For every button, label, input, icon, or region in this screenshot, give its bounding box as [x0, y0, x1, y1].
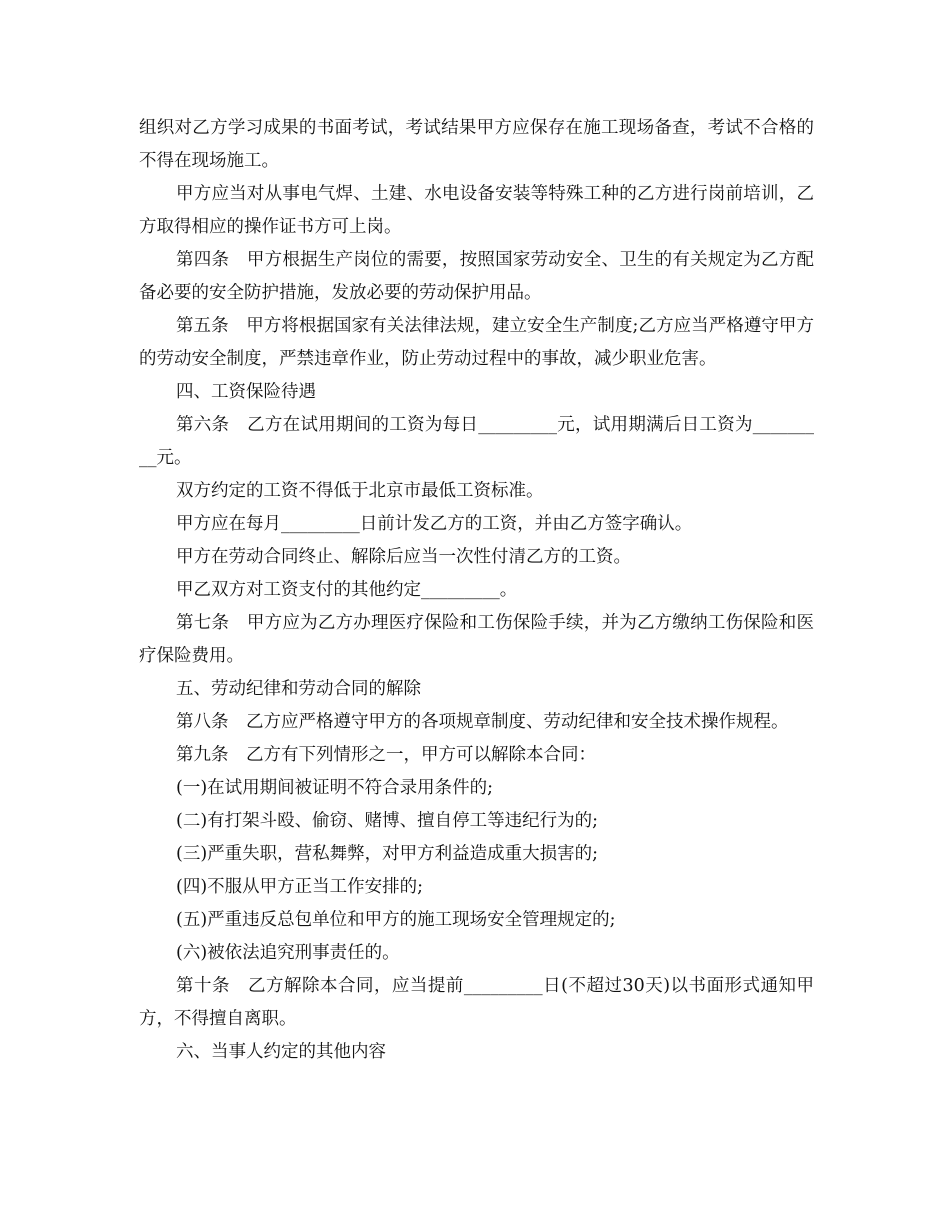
- section-heading-6: 六、当事人约定的其他内容: [176, 1042, 386, 1062]
- list-item-4: (四)不服从甲方正当工作安排的;: [176, 877, 424, 897]
- article-7: 第七条 甲方应为乙方办理医疗保险和工伤保险手续，并为乙方缴纳工伤保险和医疗保险费用。: [139, 613, 814, 666]
- list-item-6: (六)被依法追究刑事责任的。: [176, 943, 400, 963]
- list-item-1: (一)在试用期间被证明不符合录用条件的;: [176, 778, 494, 798]
- paragraph-wage-standard: 双方约定的工资不得低于北京市最低工资标准。: [176, 481, 544, 501]
- list-item-2: (二)有打架斗殴、偷窃、赌博、擅自停工等违纪行为的;: [176, 811, 599, 831]
- document-body: [139, 112, 814, 1069]
- article-8: 第八条 乙方应严格遵守甲方的各项规章制度、劳动纪律和安全技术操作规程。: [176, 712, 789, 732]
- article-9: 第九条 乙方有下列情形之一，甲方可以解除本合同：: [176, 745, 596, 765]
- article-4: 第四条 甲方根据生产岗位的需要，按照国家劳动安全、卫生的有关规定为乙方配备必要的安全防护措施，发放必要的劳动保护用品。: [139, 250, 814, 303]
- article-5: 第五条 甲方将根据国家有关法律法规，建立安全生产制度;乙方应当严格遵守甲方的劳动安全制度，严禁违章作业，防止劳动过程中的事故，减少职业危害。: [139, 316, 814, 369]
- paragraph-2: 甲方应当对从事电气焊、土建、水电设备安装等特殊工种的乙方进行岗前培训，乙方取得相应的操作证书方可上岗。: [139, 184, 814, 237]
- article-6: 第六条 乙方在试用期间的工资为每日_________元，试用期满后日工资为_________元。: [139, 415, 814, 468]
- section-heading-5: 五、劳动纪律和劳动合同的解除: [176, 679, 421, 699]
- list-item-3: (三)严重失职，营私舞弊，对甲方利益造成重大损害的;: [176, 844, 599, 864]
- paragraph-1: 组织对乙方学习成果的书面考试，考试结果甲方应保存在施工现场备查，考试不合格的不得在现场施工。: [139, 118, 814, 171]
- paragraph-final-pay: 甲方在劳动合同终止、解除后应当一次性付清乙方的工资。: [176, 547, 631, 567]
- article-10: 第十条 乙方解除本合同，应当提前_________日(不超过30天)以书面形式通知甲方，不得擅自离职。: [139, 976, 814, 1029]
- list-item-5: (五)严重违反总包单位和甲方的施工现场安全管理规定的;: [176, 910, 616, 930]
- paragraph-other-terms: 甲乙双方对工资支付的其他约定_________。: [176, 580, 518, 600]
- section-heading-4: 四、工资保险待遇: [176, 382, 316, 402]
- paragraph-payday: 甲方应在每月_________日前计发乙方的工资，并由乙方签字确认。: [176, 514, 693, 534]
